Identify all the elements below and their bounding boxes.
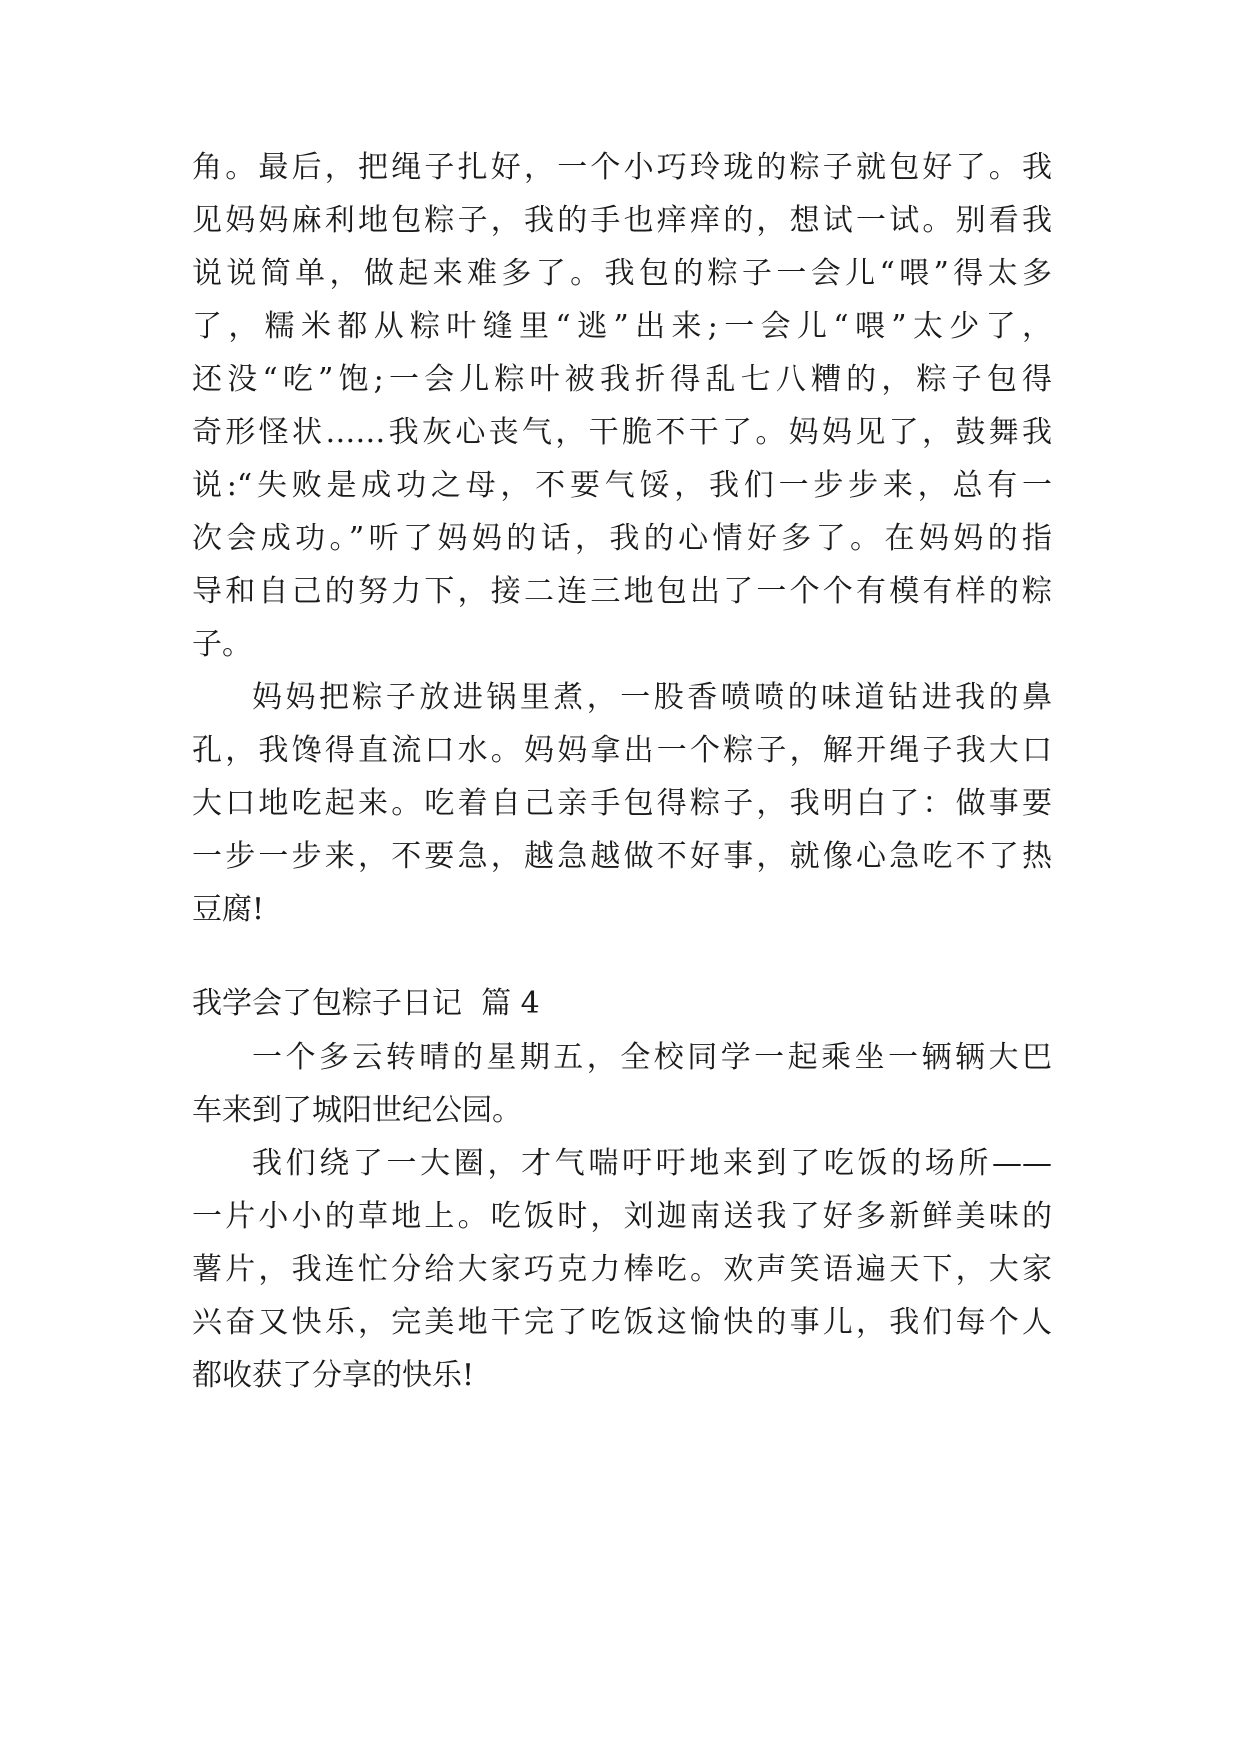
paragraph-line: 了，糯米都从粽叶缝里“逃”出来;一会儿“喂”太少了， [192,309,1052,344]
paragraph-line: 一步一步来，不要急，越急越做不好事，就像心急吃不了热 [192,839,1052,874]
paragraph-line: 导和自己的努力下，接二连三地包出了一个个有模有样的粽 [192,574,1052,609]
paragraph-line: 角。最后，把绳子扎好，一个小巧玲珑的粽子就包好了。我 [192,150,1052,185]
paragraph-line: 说说简单，做起来难多了。我包的粽子一会儿“喂”得太多 [192,256,1052,291]
paragraph-line: 一个多云转晴的星期五，全校同学一起乘坐一辆辆大巴 [252,1040,1052,1075]
paragraph-line: 豆腐! [192,892,265,927]
paragraph-line: 奇形怪状……我灰心丧气，干脆不干了。妈妈见了，鼓舞我 [192,415,1052,450]
paragraph-line: 都收获了分享的快乐! [192,1358,475,1393]
paragraph-line: 我们绕了一大圈，才气喘吁吁地来到了吃饭的场所—— [252,1146,1052,1181]
paragraph-line: 见妈妈麻利地包粽子，我的手也痒痒的，想试一试。别看我 [192,203,1052,238]
paragraph-line: 一片小小的草地上。吃饭时，刘迦南送我了好多新鲜美味的 [192,1199,1052,1234]
section-heading: 我学会了包粽子日记 篇 4 [192,986,540,1021]
paragraph-line: 次会成功。”听了妈妈的话，我的心情好多了。在妈妈的指 [192,521,1052,556]
paragraph-line: 大口地吃起来。吃着自己亲手包得粽子，我明白了：做事要 [192,786,1052,821]
paragraph-line: 车来到了城阳世纪公园。 [192,1093,522,1128]
paragraph-line: 说:“失败是成功之母，不要气馁，我们一步步来，总有一 [192,468,1052,503]
paragraph-line: 还没“吃”饱;一会儿粽叶被我折得乱七八糟的，粽子包得 [192,362,1052,397]
paragraph-line: 兴奋又快乐，完美地干完了吃饭这愉快的事儿，我们每个人 [192,1305,1052,1340]
paragraph-line: 妈妈把粽子放进锅里煮，一股香喷喷的味道钻进我的鼻 [252,680,1052,715]
paragraph-line: 薯片，我连忙分给大家巧克力棒吃。欢声笑语遍天下，大家 [192,1252,1052,1287]
paragraph-line: 子。 [192,627,252,662]
paragraph-line: 孔，我馋得直流口水。妈妈拿出一个粽子，解开绳子我大口 [192,733,1052,768]
